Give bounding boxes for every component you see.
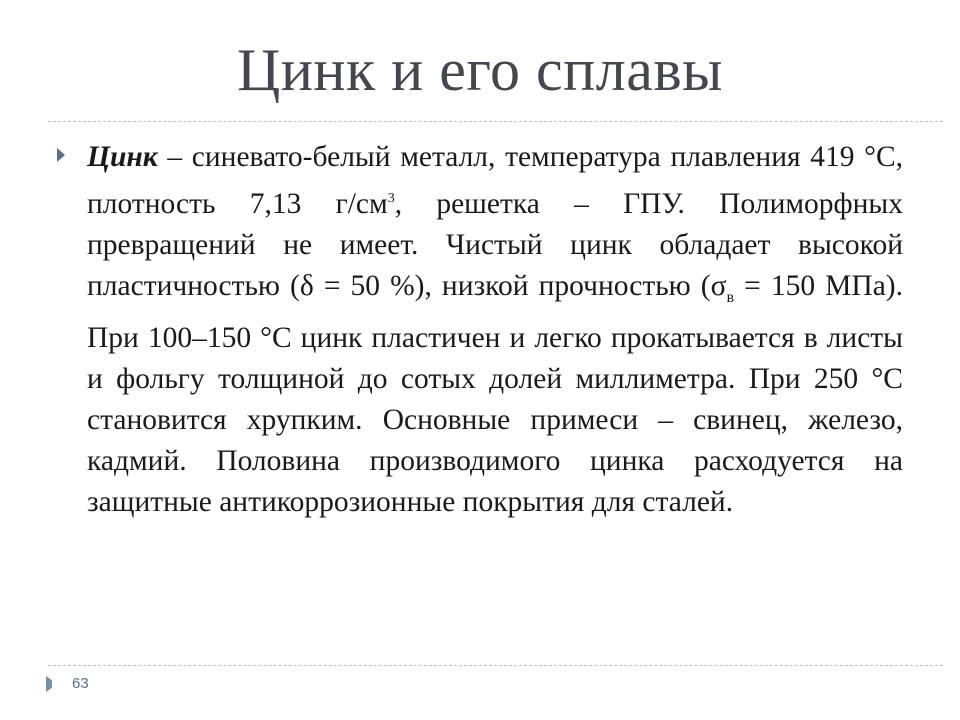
bullet-arrow-icon xyxy=(57,148,65,162)
footer-divider xyxy=(48,665,943,666)
superscript-cube: 3 xyxy=(387,191,395,206)
body-segment-2: , решетка – ГПУ. Полиморфных превращений не имеет. Чистый цинк обладает высокой пластичностью (δ = 50 %), низкой прочностью (σ xyxy=(87,187,903,302)
slide-body-text xyxy=(87,137,903,523)
subscript-v: в xyxy=(726,288,735,306)
footer-arrow-inner xyxy=(52,679,59,689)
body-segment-3: = 150 МПа). При 100–150 °С цинк пластичен и легко прокатывается в листы и фольгу толщиной до сотых долей миллиметра. При 250 °С становится хрупким. Основные примеси – свинец, железо, кадмий. Половина производимого цинка расходуется на защитные антикоррозионные покрытия для сталей. xyxy=(87,269,903,518)
title-divider xyxy=(48,121,943,122)
page-number: 63 xyxy=(72,675,89,692)
term-zinc: Цинк xyxy=(87,141,158,173)
slide-title: Цинк и его сплавы xyxy=(236,37,723,103)
body-segment-1: – синевато-белый металл, температура плавления 419 °С, плотность 7,13 г/см xyxy=(87,141,903,220)
